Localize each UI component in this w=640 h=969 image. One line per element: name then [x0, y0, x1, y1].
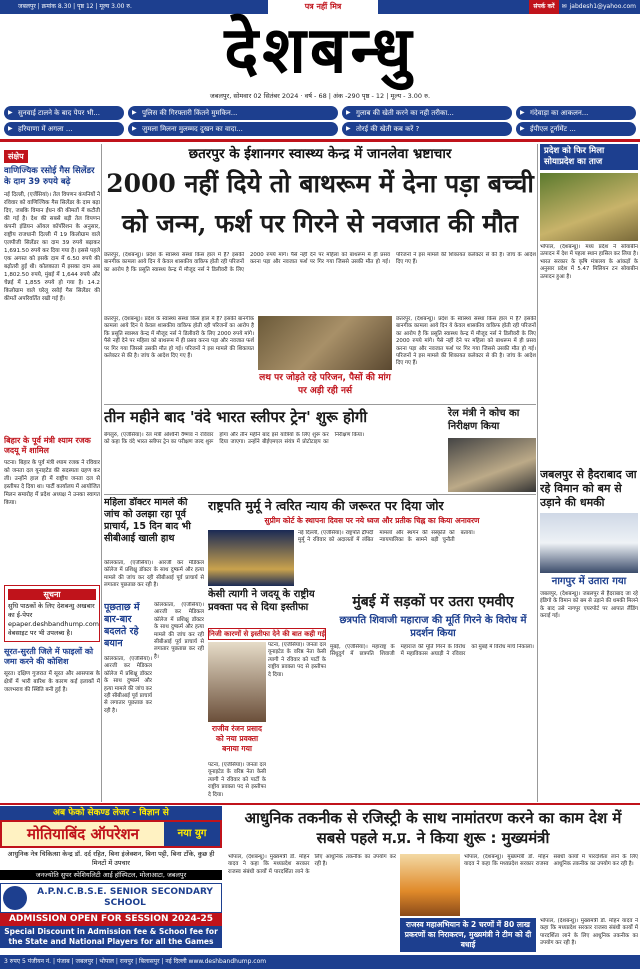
bottom-strip: 3 रुपए 5 पंजीयन नं. | पंजाब | जबलपुर | भोपाल | रायपुर | बिलासपुर | नई दिल्ली www.deshbandhump.com [0, 955, 640, 969]
school-name: A.P.N.C.B.S.E. SENIOR SECONDARY SCHOOL [37, 887, 213, 908]
kc-headline[interactable]: केसी त्यागी ने जदयू के राष्ट्रीय प्रवक्ता पद से दिया इस्तीफा [208, 589, 315, 613]
headline-link[interactable]: ▶ जुमला मिलना मुलम्मद दुखन का वादा... [128, 122, 338, 136]
top-strip-info: जबलपुर | क्रमांक 8.30 | पृष्ठ 12 | मूल्य 3.00 रु. [18, 3, 132, 10]
story-title[interactable]: सूरत-सुरती जिले में फाइलों को जमा करने की कोशिश [4, 647, 94, 666]
plane-photo [540, 513, 638, 573]
train-side-head: रेल मंत्री ने कोच का निरीक्षण किया [448, 408, 520, 432]
right-column [540, 144, 638, 804]
column-rule [537, 144, 538, 802]
story-title[interactable]: वाणिज्यिक रसोई गैस सिलेंडर के दाम 39 रुपये बढ़े [4, 166, 95, 187]
cm-body-2: भोपाल, (देशबन्धु)। मुख्यमंत्री डॉ. मोहन यादव ने कहा कि मध्यप्रदेश सरकार राजस्व संबंधी कार्यों में पारदर्शिता लाने के लिए आधुनिक तकनीक का उपयोग कर रही है। [464, 854, 638, 868]
right-body: जबलपुर, (देशबन्धु)। जबलपुर से हैदराबाद जा रहे इंडिगो के विमान को बम से उड़ाने की धमकी मिलने के बाद उसे नागपुर एयरपोर्ट पर आपात लैंडिंग कराई गई। [540, 591, 638, 620]
lead-kicker: छतरपुर के ईशानगर स्वास्थ्य केन्द्र में जानलेवा भ्रष्टाचार [188, 146, 452, 162]
newspaper-name: देशबन्धु [224, 13, 416, 88]
contact [529, 0, 636, 14]
clinic-top: अब फेको सेकण्ड लेजर - विज्ञान से [0, 806, 222, 820]
lead-body-2: छतरपुर, (देशबन्धु)। प्रदेश के स्वास्थ्य संस्था किस हाल में है? इसकी बानगीक कामला आये दिन ये केवल शासकीय वाकिफ होती रही परिजनों का आरोप है कि प्रसूति स्वास्थ्य केन्द्र में मौजूद नर्स ने डिलीवरी के लिए 2000 रुपये मांगे। पैसे नहीं देने पर महिला को बाथरूम में ही प्रसव करना पड़ा और नवजात फर्श पर गिर गया जिससे उसकी मौत हो गई। परिजनों ने इस मामले की शिकायत कलेक्टर से की है। जांच के आदेश दिए गए हैं। [104, 316, 254, 360]
clinic-big: मोतियाबिंद ऑपरेशन [26, 825, 140, 843]
doctor-sub: पूछताछ में बार-बार बदलते रहे बयान [104, 602, 140, 649]
doctor-body: कोलकाता, (एजेंसियां)। आरजी कर मेडिकल कॉलेज में प्रशिक्षु डॉक्टर के साथ दुष्कर्म और हत्या मामले की जांच कर रही सीबीआई पूर्व प्राचार्य से लगातार पूछताछ कर रही है। [104, 560, 204, 589]
clinic-body: आधुनिक नेत्र चिकित्सा केन्द्र डॉ. दर्द रहित, बिना इंजेक्शन, बिना पट्टी, बिना टाँके, कुछ ही मिनटों में उपचार [7, 850, 215, 867]
cm-headline[interactable]: आधुनिक तकनीक से रजिस्ट्री के साथ नामांतरण करने का काम देश में सबसे पहले म.प्र. ने किया शुरू : मुख्यमंत्री [244, 809, 622, 847]
school-admission: ADMISSION OPEN FOR SESSION 2024-25 [0, 913, 222, 926]
mumbai-body: मुंबई, (एजेंसियां)। महाराष्ट्र के सिंधुदुर्ग में छत्रपति शिवाजी महाराज की मूर्ति गिरने के विरोध में महाविकास अघाड़ी ने रविवार को मुंबई में विरोध मार्च निकाला। [330, 644, 534, 658]
kc-sub: निजी कारणों से इस्तीफा देने की बात कही गई [209, 630, 325, 638]
soybean-photo [540, 173, 638, 241]
cm-photo [400, 854, 460, 916]
headline-link[interactable]: ▶ सुनवाई टालने के बाद पेपर भी... [4, 106, 124, 120]
right-sub: नागपुर में उतारा गया [551, 576, 627, 587]
kc-body: पटना, (एजेंसियां)। जनता दल यूनाइटेड के वरिष्ठ नेता केसी त्यागी ने रविवार को पार्टी के राष्ट्रीय प्रवक्ता पद से इस्तीफा दे दिया। [268, 642, 326, 678]
train-headline[interactable]: तीन महीने बाद 'वंदे भारत स्लीपर ट्रेन' शुरू होगी [104, 408, 368, 426]
contact-label: संपर्क करें [529, 0, 558, 14]
mumbai-headline[interactable]: मुंबई में सड़कों पर उतरा एमवीए [352, 594, 514, 610]
dateline: जबलपुर, सोमवार 02 सितंबर 2024 · वर्ष - 68 | अंक -290 पृष्ठ - 12 | मूल्य - 3.00 रु. [209, 92, 431, 100]
story-title[interactable]: बिहार के पूर्व मंत्री श्याम रजक जदयू में शामिल [4, 436, 91, 455]
lead-body: छतरपुर, (देशबन्धु)। प्रदेश के स्वास्थ्य संस्था किस हाल में है? इसकी बानगीक कामला आये दिन ये केवल शासकीय वाकिफ होती रही परिजनों का आरोप है कि प्रसूति स्वास्थ्य केन्द्र में मौजूद नर्स ने डिलीवरी के लिए 2000 रुपये मांगे। पैसे नहीं देने पर महिला को बाथरूम में ही प्रसव करना पड़ा और नवजात फर्श पर गिर गया जिससे उसकी मौत हो गई। परिजनों ने इस मामले की शिकायत कलेक्टर से की है। जांच के आदेश दिए गए हैं। [104, 252, 536, 273]
lead-headline[interactable]: 2000 नहीं दिये तो बाथरूम में देना पड़ा बच्ची को जन्म, फर्श पर गिरने से नवजात की मौत [106, 169, 534, 238]
mail-icon: ✉ [561, 3, 567, 10]
column-rule [101, 144, 102, 802]
section-label: संक्षेप [4, 150, 28, 163]
divider [0, 139, 640, 142]
slogan: पत्र नहीं मित्र [268, 0, 378, 14]
school-discount: Special Discount in Admission fee & School fee for the State and National Players for all the Games [0, 926, 222, 948]
headline-link[interactable]: ▶ गुलाब की खेती करने का नही तरीका... [342, 106, 512, 120]
minister-photo [448, 438, 536, 492]
headline-link[interactable]: ▶ हरियाणा में अगला ... [4, 122, 124, 136]
flag-photo [208, 530, 294, 586]
president-sub: सुप्रीम कोर्ट के स्थापना दिवस पर नये ध्वज और प्रतीक चिह्न का किया अनावरण [264, 516, 480, 525]
train-body: बेंगलुरु, (एजेंसियां)। रेल मंत्री अश्विनी वैष्णव ने रविवार को कहा कि वंदे भारत स्लीपर ट्रेन का परीक्षण जल्द शुरू होगा और तीन महीने बाद इसे यात्रियों के लिए शुरू कर दिया जाएगा। उन्होंने बीईएमएल संयंत्र में प्रोटोटाइप का निरीक्षण किया। [104, 432, 365, 446]
left-column [4, 144, 100, 804]
doctor-body-3: कोलकाता, (एजेंसियां)। आरजी कर मेडिकल कॉलेज में प्रशिक्षु डॉक्टर के साथ दुष्कर्म और हत्या मामले की जांच कर रही सीबीआई पूर्व प्राचार्य से लगातार पूछताछ कर रही है। [104, 656, 152, 714]
clinic-tag: नया युग [164, 822, 220, 846]
cm-body: भोपाल, (देशबन्धु)। मुख्यमंत्री डॉ. मोहन यादव ने कहा कि मध्यप्रदेश सरकार राजस्व संबंधी कार्यों में पारदर्शिता लाने के लिए आधुनिक तकनीक का उपयोग कर रही है। [228, 854, 396, 875]
right-body: भोपाल, (देशबन्धु)। मध्य प्रदेश ने सोयाबीन उत्पादन में देश में पहला स्थान हासिल कर लिया है। भारत सरकार के कृषि मंत्रालय के आंकड़ों के अनुसार प्रदेश में 5.47 मिलियन टन सोयाबीन उत्पादन हुआ है। [540, 244, 638, 280]
divider [104, 404, 536, 405]
masthead [0, 14, 640, 88]
kc-side: राजीव रंजन प्रसाद को नया प्रवक्ता बनाया गया [212, 724, 262, 753]
doctor-body-2: कोलकाता, (एजेंसियां)। आरजी कर मेडिकल कॉलेज में प्रशिक्षु डॉक्टर के साथ दुष्कर्म और हत्या मामले की जांच कर रही सीबीआई पूर्व प्राचार्य से लगातार पूछताछ कर रही है। [154, 602, 204, 660]
cm-body-3: भोपाल, (देशबन्धु)। मुख्यमंत्री डॉ. मोहन यादव ने कहा कि मध्यप्रदेश सरकार राजस्व संबंधी कार्यों में पारदर्शिता लाने के लिए आधुनिक तकनीक का उपयोग कर रही है। [540, 918, 638, 947]
divider [104, 494, 536, 495]
headline-strip [0, 104, 640, 138]
divider [0, 803, 640, 805]
clinic-name: जनज्योति सुपर स्पेशियलिटी आई हॉस्पिटल, मोलाआटा, जबलपुर [0, 870, 222, 880]
headline-link[interactable]: ▶ तोरई की खेती कब करें ? [342, 122, 512, 136]
president-headline[interactable]: राष्ट्रपति मुर्मू ने त्वरित न्याय की जरूरत पर दिया जोर [208, 498, 444, 513]
school-logo [3, 886, 27, 910]
headline-link[interactable]: ▶ गंदेवाड़ा का आकलन... [516, 106, 636, 120]
headline-link[interactable]: ▶ ईपीएल टूर्नामेंट ... [516, 122, 636, 136]
right-headline[interactable]: प्रदेश को फिर मिला सोयाप्रदेश का ताज [540, 144, 638, 170]
mumbai-sub: छत्रपति शिवाजी महाराज की मूर्ति गिरने के विरोध में प्रदर्शन किया [339, 615, 527, 639]
kc-photo [208, 642, 266, 722]
kc-body-2: पटना, (एजेंसियां)। जनता दल यूनाइटेड के वरिष्ठ नेता केसी त्यागी ने रविवार को पार्टी के राष्ट्रीय प्रवक्ता पद से इस्तीफा दे दिया। [208, 762, 266, 798]
story-body: पटना। बिहार के पूर्व मंत्री श्याम रजक ने रविवार को जनता दल यूनाइटेड की सदस्यता ग्रहण कर ली। उन्होंने हाल ही में राष्ट्रीय जनता दल से इस्तीफा दे दिया था। पार्टी कार्यालय में आयोजित मिलन समारोह में प्रदेश अध्यक्ष ने उनका स्वागत किया। [4, 460, 100, 506]
cm-box: राजस्व महाअभियान के 2 चरणों में 80 लाख प्रकरणों का निराकरण, मुख्यमंत्री ने टीम को दी बधाई [400, 918, 536, 952]
ad-block [0, 806, 222, 969]
notice-heading: सूचना [8, 589, 96, 600]
top-strip [0, 0, 640, 14]
story-body: नई दिल्ली, (एजेंसियां)। तेल विपणन कंपनियों ने रविवार को वाणिज्यिक गैस सिलेंडर के दाम बढ़ा दिए, जबकि विमान ईंधन की कीमतों में कटौती की गई है। देश की सबसे बड़ी तेल विपणन कंपनी इंडियन ऑयल कॉर्पोरेशन के अनुसार, राष्ट्रीय राजधानी दिल्ली में 19 किलोग्राम वाले एलपीजी सिलेंडर का दाम 39 रुपये बढ़ाकर 1,691.50 रुपये कर दिया गया है। इससे पहले एक अगस्त को इसके दाम में 6.50 रुपये की बढ़ोतरी हुई थी। कोलकाता में इसका दाम अब 1,802.50 रुपये, मुंबई में 1,644 रुपये और चेन्नई में 1,855 रुपये हो गया है। 14.2 किलोग्राम वाले घरेलू रसोई गैस सिलेंडर की कीमतें अपरिवर्तित रखी गई हैं। [4, 192, 100, 302]
lead-body-3: छतरपुर, (देशबन्धु)। प्रदेश के स्वास्थ्य संस्था किस हाल में है? इसकी बानगीक कामला आये दिन ये केवल शासकीय वाकिफ होती रही परिजनों का आरोप है कि प्रसूति स्वास्थ्य केन्द्र में मौजूद नर्स ने डिलीवरी के लिए 2000 रुपये मांगे। पैसे नहीं देने पर महिला को बाथरूम में ही प्रसव करना पड़ा और नवजात फर्श पर गिर गया जिससे उसकी मौत हो गई। परिजनों ने इस मामले की शिकायत कलेक्टर से की है। जांच के आदेश दिए गए हैं। [396, 316, 536, 367]
notice-box [4, 585, 100, 642]
doctor-headline[interactable]: महिला डॉक्टर मामले की जांच को उलझा रहा पूर्व प्राचार्य, 15 दिन बाद भी सीबीआई खाली हाथ [104, 497, 191, 544]
notice-body: सुधि पाठकों के लिए देशबन्धु अखबार का ई-पेपर epaper.deshbandhump.com वेबसाइट पर भी उपलब्ध है। [8, 602, 100, 637]
photo-caption: लथ पर जोड़ते रहे परिजन, पैसों की मांग पर अड़ी रही नर्स [259, 373, 391, 396]
headline-link[interactable]: ▶ पुलिस की गिरफ्तारी किंतने मुमकिन... [128, 106, 338, 120]
president-body: नई दिल्ली, (एजेंसियां)। राष्ट्रपति द्रौपदी मुर्मू ने रविवार को अदालतों में लंबित मामलों और स्थगन की संस्कृति को न्यायपालिका के सामने बड़ी चुनौती बताया। [298, 530, 475, 544]
lead-photo [258, 316, 392, 370]
contact-email[interactable]: jabdesh1@yahoo.com [569, 3, 636, 10]
story-body: सूरत। दक्षिण गुजरात में सूरत और आसपास के क्षेत्रों में भारी बारिश के कारण कई इलाकों में जलभराव की स्थिति बनी हुई है। [4, 671, 100, 693]
right-headline[interactable]: जबलपुर से हैदराबाद जा रहे विमान को बम से उड़ाने की धमकी [540, 468, 637, 509]
